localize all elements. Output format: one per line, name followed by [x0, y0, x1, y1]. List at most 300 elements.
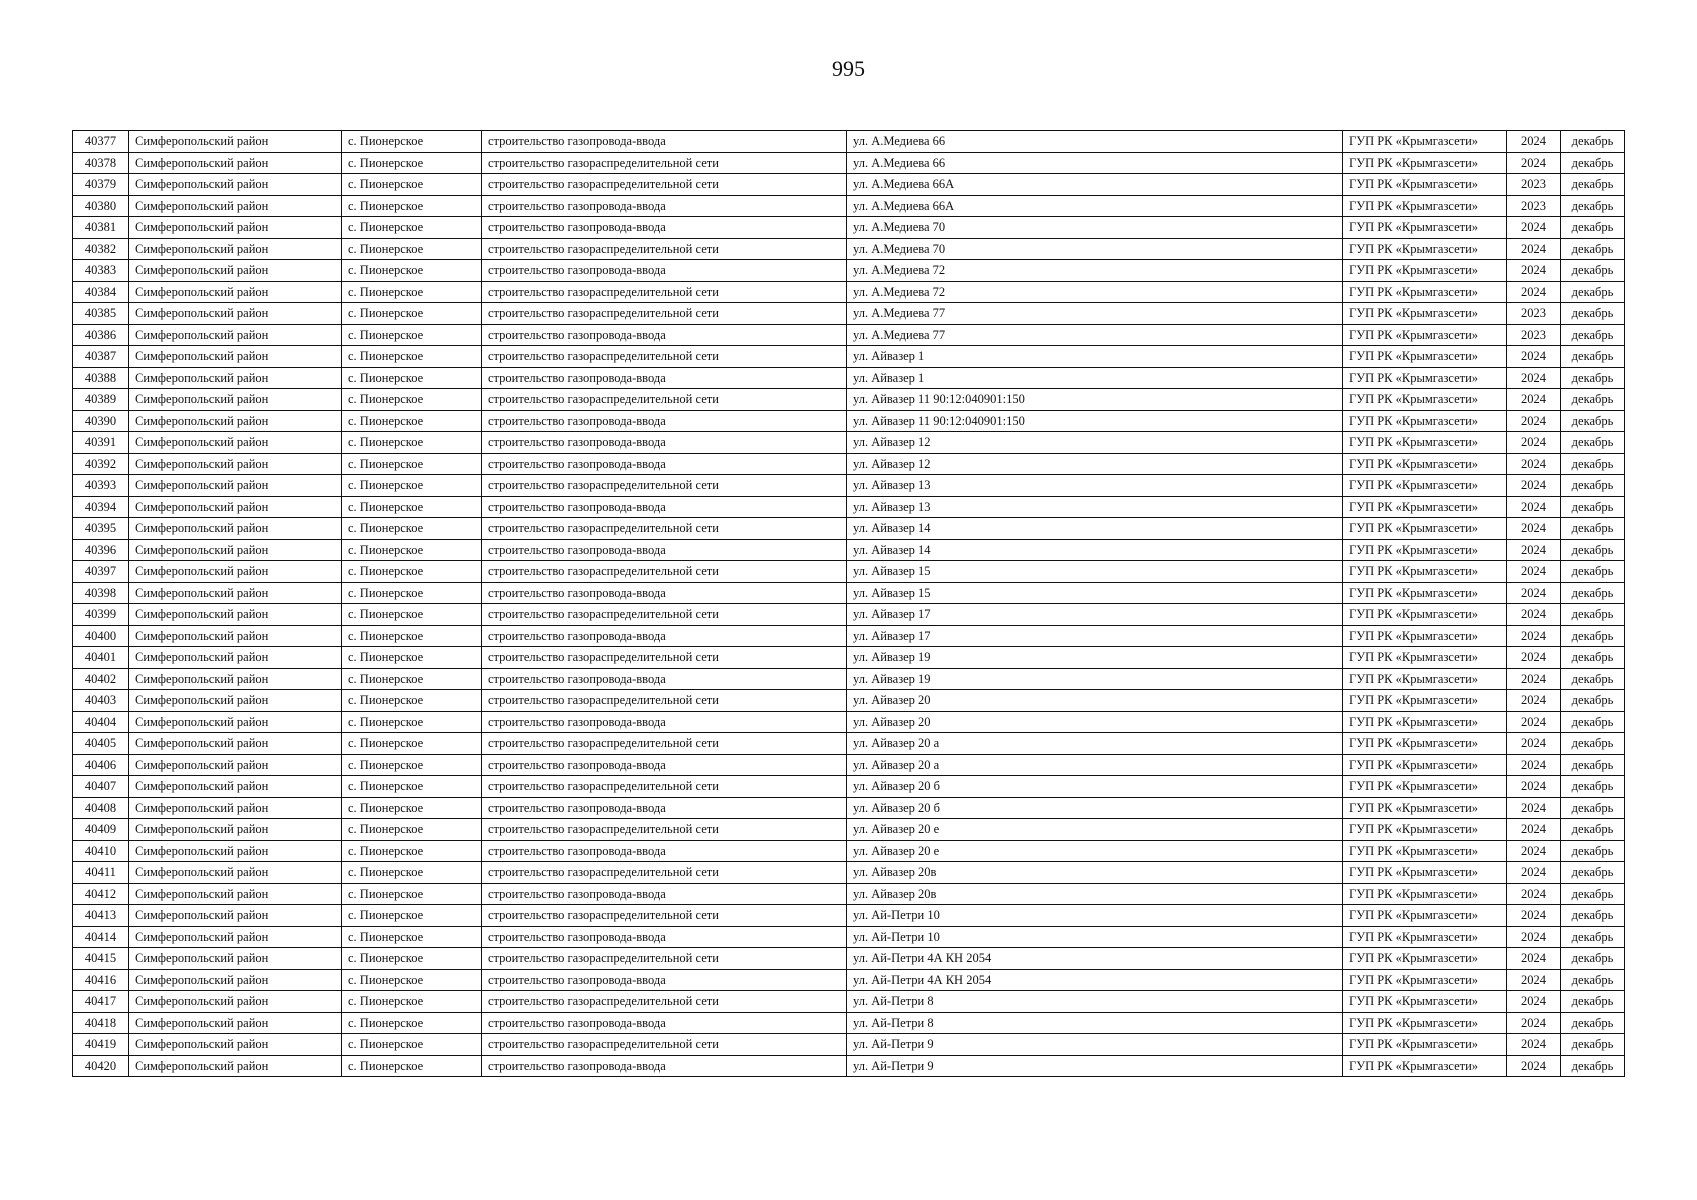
work-type-cell: строительство газопровода-ввода [482, 711, 847, 733]
address-cell: ул. Ай-Петри 4А КН 2054 [847, 948, 1343, 970]
settlement-cell: с. Пионерское [342, 883, 482, 905]
year-cell: 2024 [1507, 776, 1561, 798]
year-cell: 2024 [1507, 367, 1561, 389]
year-cell: 2024 [1507, 754, 1561, 776]
address-cell: ул. Айвазер 14 [847, 539, 1343, 561]
month-cell: декабрь [1561, 582, 1625, 604]
month-cell: декабрь [1561, 883, 1625, 905]
settlement-cell: с. Пионерское [342, 152, 482, 174]
row-number: 40386 [73, 324, 129, 346]
settlement-cell: с. Пионерское [342, 948, 482, 970]
table-row [73, 432, 1625, 454]
table-row [73, 174, 1625, 196]
month-cell: декабрь [1561, 668, 1625, 690]
work-type-cell: строительство газораспределительной сети [482, 152, 847, 174]
work-type-cell: строительство газопровода-ввода [482, 260, 847, 282]
table-row [73, 991, 1625, 1013]
month-cell: декабрь [1561, 561, 1625, 583]
year-cell: 2023 [1507, 303, 1561, 325]
month-cell: декабрь [1561, 926, 1625, 948]
table-row [73, 518, 1625, 540]
year-cell: 2024 [1507, 690, 1561, 712]
work-type-cell: строительство газопровода-ввода [482, 496, 847, 518]
work-type-cell: строительство газопровода-ввода [482, 539, 847, 561]
month-cell: декабрь [1561, 518, 1625, 540]
district-cell: Симферопольский район [129, 754, 342, 776]
address-cell: ул. Айвазер 15 [847, 561, 1343, 583]
month-cell: декабрь [1561, 862, 1625, 884]
organization-cell: ГУП РК «Крымгазсети» [1343, 1034, 1507, 1056]
settlement-cell: с. Пионерское [342, 840, 482, 862]
address-cell: ул. А.Медиева 66А [847, 174, 1343, 196]
settlement-cell: с. Пионерское [342, 389, 482, 411]
month-cell: декабрь [1561, 797, 1625, 819]
district-cell: Симферопольский район [129, 238, 342, 260]
month-cell: декабрь [1561, 969, 1625, 991]
address-cell: ул. А.Медиева 77 [847, 324, 1343, 346]
district-cell: Симферопольский район [129, 303, 342, 325]
work-type-cell: строительство газопровода-ввода [482, 797, 847, 819]
organization-cell: ГУП РК «Крымгазсети» [1343, 539, 1507, 561]
district-cell: Симферопольский район [129, 840, 342, 862]
register-body [73, 131, 1625, 1077]
settlement-cell: с. Пионерское [342, 496, 482, 518]
work-type-cell: строительство газораспределительной сети [482, 776, 847, 798]
address-cell: ул. А.Медиева 77 [847, 303, 1343, 325]
month-cell: декабрь [1561, 152, 1625, 174]
organization-cell: ГУП РК «Крымгазсети» [1343, 561, 1507, 583]
work-type-cell: строительство газораспределительной сети [482, 862, 847, 884]
month-cell: декабрь [1561, 346, 1625, 368]
row-number: 40389 [73, 389, 129, 411]
month-cell: декабрь [1561, 711, 1625, 733]
work-type-cell: строительство газораспределительной сети [482, 346, 847, 368]
year-cell: 2024 [1507, 625, 1561, 647]
district-cell: Симферопольский район [129, 819, 342, 841]
table-row [73, 1012, 1625, 1034]
month-cell: декабрь [1561, 389, 1625, 411]
month-cell: декабрь [1561, 195, 1625, 217]
work-type-cell: строительство газопровода-ввода [482, 131, 847, 153]
year-cell: 2023 [1507, 195, 1561, 217]
address-cell: ул. Айвазер 20 е [847, 840, 1343, 862]
row-number: 40387 [73, 346, 129, 368]
work-type-cell: строительство газораспределительной сети [482, 174, 847, 196]
row-number: 40401 [73, 647, 129, 669]
work-type-cell: строительство газораспределительной сети [482, 303, 847, 325]
table-row [73, 797, 1625, 819]
organization-cell: ГУП РК «Крымгазсети» [1343, 1012, 1507, 1034]
table-row [73, 539, 1625, 561]
table-row [73, 303, 1625, 325]
row-number: 40414 [73, 926, 129, 948]
year-cell: 2024 [1507, 991, 1561, 1013]
month-cell: декабрь [1561, 948, 1625, 970]
district-cell: Симферопольский район [129, 948, 342, 970]
table-row [73, 367, 1625, 389]
work-type-cell: строительство газораспределительной сети [482, 281, 847, 303]
settlement-cell: с. Пионерское [342, 303, 482, 325]
year-cell: 2024 [1507, 496, 1561, 518]
settlement-cell: с. Пионерское [342, 367, 482, 389]
row-number: 40396 [73, 539, 129, 561]
district-cell: Симферопольский район [129, 883, 342, 905]
row-number: 40403 [73, 690, 129, 712]
settlement-cell: с. Пионерское [342, 711, 482, 733]
row-number: 40392 [73, 453, 129, 475]
organization-cell: ГУП РК «Крымгазсети» [1343, 238, 1507, 260]
organization-cell: ГУП РК «Крымгазсети» [1343, 281, 1507, 303]
district-cell: Симферопольский район [129, 647, 342, 669]
address-cell: ул. Айвазер 20в [847, 883, 1343, 905]
year-cell: 2024 [1507, 410, 1561, 432]
address-cell: ул. Айвазер 19 [847, 668, 1343, 690]
table-row [73, 195, 1625, 217]
district-cell: Симферопольский район [129, 690, 342, 712]
organization-cell: ГУП РК «Крымгазсети» [1343, 668, 1507, 690]
settlement-cell: с. Пионерское [342, 690, 482, 712]
address-cell: ул. Айвазер 12 [847, 432, 1343, 454]
row-number: 40395 [73, 518, 129, 540]
table-row [73, 238, 1625, 260]
work-type-cell: строительство газопровода-ввода [482, 195, 847, 217]
year-cell: 2023 [1507, 174, 1561, 196]
work-type-cell: строительство газораспределительной сети [482, 733, 847, 755]
row-number: 40385 [73, 303, 129, 325]
table-row [73, 1055, 1625, 1077]
address-cell: ул. Айвазер 20 е [847, 819, 1343, 841]
district-cell: Симферопольский район [129, 389, 342, 411]
district-cell: Симферопольский район [129, 668, 342, 690]
settlement-cell: с. Пионерское [342, 518, 482, 540]
address-cell: ул. Ай-Петри 4А КН 2054 [847, 969, 1343, 991]
settlement-cell: с. Пионерское [342, 410, 482, 432]
table-row [73, 496, 1625, 518]
row-number: 40379 [73, 174, 129, 196]
address-cell: ул. Айвазер 17 [847, 625, 1343, 647]
address-cell: ул. Айвазер 19 [847, 647, 1343, 669]
table-row [73, 733, 1625, 755]
address-cell: ул. Айвазер 15 [847, 582, 1343, 604]
settlement-cell: с. Пионерское [342, 819, 482, 841]
row-number: 40416 [73, 969, 129, 991]
row-number: 40409 [73, 819, 129, 841]
month-cell: декабрь [1561, 776, 1625, 798]
settlement-cell: с. Пионерское [342, 647, 482, 669]
district-cell: Симферопольский район [129, 367, 342, 389]
row-number: 40377 [73, 131, 129, 153]
district-cell: Симферопольский район [129, 410, 342, 432]
address-cell: ул. Айвазер 20 [847, 690, 1343, 712]
district-cell: Симферопольский район [129, 152, 342, 174]
district-cell: Симферопольский район [129, 281, 342, 303]
year-cell: 2024 [1507, 883, 1561, 905]
work-type-cell: строительство газопровода-ввода [482, 668, 847, 690]
year-cell: 2024 [1507, 1012, 1561, 1034]
settlement-cell: с. Пионерское [342, 1012, 482, 1034]
table-row [73, 475, 1625, 497]
month-cell: декабрь [1561, 453, 1625, 475]
settlement-cell: с. Пионерское [342, 926, 482, 948]
settlement-cell: с. Пионерское [342, 668, 482, 690]
table-row [73, 819, 1625, 841]
organization-cell: ГУП РК «Крымгазсети» [1343, 410, 1507, 432]
month-cell: декабрь [1561, 1012, 1625, 1034]
row-number: 40412 [73, 883, 129, 905]
row-number: 40402 [73, 668, 129, 690]
settlement-cell: с. Пионерское [342, 776, 482, 798]
work-type-cell: строительство газораспределительной сети [482, 238, 847, 260]
year-cell: 2024 [1507, 604, 1561, 626]
district-cell: Симферопольский район [129, 905, 342, 927]
row-number: 40384 [73, 281, 129, 303]
work-type-cell: строительство газораспределительной сети [482, 905, 847, 927]
table-row [73, 969, 1625, 991]
settlement-cell: с. Пионерское [342, 260, 482, 282]
settlement-cell: с. Пионерское [342, 346, 482, 368]
organization-cell: ГУП РК «Крымгазсети» [1343, 496, 1507, 518]
row-number: 40378 [73, 152, 129, 174]
month-cell: декабрь [1561, 496, 1625, 518]
year-cell: 2024 [1507, 539, 1561, 561]
settlement-cell: с. Пионерское [342, 281, 482, 303]
organization-cell: ГУП РК «Крымгазсети» [1343, 647, 1507, 669]
organization-cell: ГУП РК «Крымгазсети» [1343, 905, 1507, 927]
work-type-cell: строительство газопровода-ввода [482, 926, 847, 948]
month-cell: декабрь [1561, 733, 1625, 755]
organization-cell: ГУП РК «Крымгазсети» [1343, 819, 1507, 841]
organization-cell: ГУП РК «Крымгазсети» [1343, 367, 1507, 389]
settlement-cell: с. Пионерское [342, 905, 482, 927]
row-number: 40411 [73, 862, 129, 884]
district-cell: Симферопольский район [129, 797, 342, 819]
table-row [73, 281, 1625, 303]
work-type-cell: строительство газопровода-ввода [482, 410, 847, 432]
month-cell: декабрь [1561, 905, 1625, 927]
year-cell: 2024 [1507, 1034, 1561, 1056]
work-type-cell: строительство газопровода-ввода [482, 883, 847, 905]
address-cell: ул. А.Медиева 72 [847, 260, 1343, 282]
address-cell: ул. Ай-Петри 8 [847, 991, 1343, 1013]
year-cell: 2024 [1507, 969, 1561, 991]
row-number: 40417 [73, 991, 129, 1013]
organization-cell: ГУП РК «Крымгазсети» [1343, 711, 1507, 733]
table-row [73, 604, 1625, 626]
settlement-cell: с. Пионерское [342, 174, 482, 196]
work-type-cell: строительство газопровода-ввода [482, 432, 847, 454]
table-row [73, 260, 1625, 282]
row-number: 40404 [73, 711, 129, 733]
table-row [73, 1034, 1625, 1056]
address-cell: ул. А.Медиева 66 [847, 131, 1343, 153]
work-type-cell: строительство газораспределительной сети [482, 561, 847, 583]
row-number: 40399 [73, 604, 129, 626]
month-cell: декабрь [1561, 604, 1625, 626]
month-cell: декабрь [1561, 1034, 1625, 1056]
table-row [73, 131, 1625, 153]
district-cell: Симферопольский район [129, 195, 342, 217]
organization-cell: ГУП РК «Крымгазсети» [1343, 991, 1507, 1013]
table-row [73, 625, 1625, 647]
organization-cell: ГУП РК «Крымгазсети» [1343, 926, 1507, 948]
district-cell: Симферопольский район [129, 496, 342, 518]
organization-cell: ГУП РК «Крымгазсети» [1343, 475, 1507, 497]
work-type-cell: строительство газораспределительной сети [482, 389, 847, 411]
year-cell: 2024 [1507, 647, 1561, 669]
year-cell: 2024 [1507, 862, 1561, 884]
month-cell: декабрь [1561, 819, 1625, 841]
organization-cell: ГУП РК «Крымгазсети» [1343, 453, 1507, 475]
organization-cell: ГУП РК «Крымгазсети» [1343, 217, 1507, 239]
month-cell: декабрь [1561, 625, 1625, 647]
table-row [73, 948, 1625, 970]
work-type-cell: строительство газопровода-ввода [482, 217, 847, 239]
district-cell: Симферопольский район [129, 453, 342, 475]
row-number: 40408 [73, 797, 129, 819]
address-cell: ул. Айвазер 13 [847, 496, 1343, 518]
year-cell: 2024 [1507, 926, 1561, 948]
organization-cell: ГУП РК «Крымгазсети» [1343, 432, 1507, 454]
row-number: 40388 [73, 367, 129, 389]
table-row [73, 690, 1625, 712]
row-number: 40413 [73, 905, 129, 927]
row-number: 40420 [73, 1055, 129, 1077]
district-cell: Симферопольский район [129, 260, 342, 282]
row-number: 40397 [73, 561, 129, 583]
month-cell: декабрь [1561, 260, 1625, 282]
organization-cell: ГУП РК «Крымгазсети» [1343, 260, 1507, 282]
row-number: 40398 [73, 582, 129, 604]
district-cell: Симферопольский район [129, 1055, 342, 1077]
table-row [73, 582, 1625, 604]
address-cell: ул. Айвазер 11 90:12:040901:150 [847, 389, 1343, 411]
address-cell: ул. Айвазер 20 [847, 711, 1343, 733]
table-row [73, 905, 1625, 927]
organization-cell: ГУП РК «Крымгазсети» [1343, 582, 1507, 604]
district-cell: Симферопольский район [129, 776, 342, 798]
district-cell: Симферопольский район [129, 432, 342, 454]
month-cell: декабрь [1561, 539, 1625, 561]
month-cell: декабрь [1561, 324, 1625, 346]
address-cell: ул. Айвазер 12 [847, 453, 1343, 475]
row-number: 40394 [73, 496, 129, 518]
year-cell: 2024 [1507, 668, 1561, 690]
settlement-cell: с. Пионерское [342, 604, 482, 626]
settlement-cell: с. Пионерское [342, 1055, 482, 1077]
work-type-cell: строительство газопровода-ввода [482, 625, 847, 647]
district-cell: Симферопольский район [129, 733, 342, 755]
organization-cell: ГУП РК «Крымгазсети» [1343, 604, 1507, 626]
settlement-cell: с. Пионерское [342, 195, 482, 217]
settlement-cell: с. Пионерское [342, 324, 482, 346]
year-cell: 2024 [1507, 346, 1561, 368]
year-cell: 2024 [1507, 819, 1561, 841]
month-cell: декабрь [1561, 754, 1625, 776]
address-cell: ул. Айвазер 20 б [847, 776, 1343, 798]
address-cell: ул. Ай-Петри 10 [847, 926, 1343, 948]
settlement-cell: с. Пионерское [342, 432, 482, 454]
organization-cell: ГУП РК «Крымгазсети» [1343, 690, 1507, 712]
organization-cell: ГУП РК «Крымгазсети» [1343, 969, 1507, 991]
table-row [73, 754, 1625, 776]
month-cell: декабрь [1561, 1055, 1625, 1077]
year-cell: 2024 [1507, 518, 1561, 540]
year-cell: 2024 [1507, 152, 1561, 174]
settlement-cell: с. Пионерское [342, 625, 482, 647]
row-number: 40419 [73, 1034, 129, 1056]
settlement-cell: с. Пионерское [342, 991, 482, 1013]
work-type-cell: строительство газопровода-ввода [482, 1012, 847, 1034]
settlement-cell: с. Пионерское [342, 475, 482, 497]
year-cell: 2024 [1507, 432, 1561, 454]
organization-cell: ГУП РК «Крымгазсети» [1343, 625, 1507, 647]
district-cell: Симферопольский район [129, 539, 342, 561]
year-cell: 2024 [1507, 453, 1561, 475]
year-cell: 2024 [1507, 131, 1561, 153]
work-type-cell: строительство газораспределительной сети [482, 518, 847, 540]
row-number: 40418 [73, 1012, 129, 1034]
work-type-cell: строительство газопровода-ввода [482, 840, 847, 862]
settlement-cell: с. Пионерское [342, 539, 482, 561]
work-type-cell: строительство газопровода-ввода [482, 582, 847, 604]
year-cell: 2024 [1507, 797, 1561, 819]
table-row [73, 883, 1625, 905]
organization-cell: ГУП РК «Крымгазсети» [1343, 131, 1507, 153]
district-cell: Симферопольский район [129, 346, 342, 368]
address-cell: ул. Айвазер 20 б [847, 797, 1343, 819]
table-row [73, 152, 1625, 174]
table-row [73, 561, 1625, 583]
organization-cell: ГУП РК «Крымгазсети» [1343, 303, 1507, 325]
row-number: 40393 [73, 475, 129, 497]
settlement-cell: с. Пионерское [342, 797, 482, 819]
address-cell: ул. Ай-Петри 9 [847, 1034, 1343, 1056]
month-cell: декабрь [1561, 174, 1625, 196]
district-cell: Симферопольский район [129, 582, 342, 604]
district-cell: Симферопольский район [129, 174, 342, 196]
address-cell: ул. Ай-Петри 8 [847, 1012, 1343, 1034]
address-cell: ул. Айвазер 20 а [847, 733, 1343, 755]
row-number: 40400 [73, 625, 129, 647]
organization-cell: ГУП РК «Крымгазсети» [1343, 195, 1507, 217]
year-cell: 2024 [1507, 733, 1561, 755]
district-cell: Симферопольский район [129, 561, 342, 583]
organization-cell: ГУП РК «Крымгазсети» [1343, 324, 1507, 346]
district-cell: Симферопольский район [129, 324, 342, 346]
settlement-cell: с. Пионерское [342, 969, 482, 991]
settlement-cell: с. Пионерское [342, 1034, 482, 1056]
row-number: 40415 [73, 948, 129, 970]
organization-cell: ГУП РК «Крымгазсети» [1343, 733, 1507, 755]
table-row [73, 389, 1625, 411]
district-cell: Симферопольский район [129, 625, 342, 647]
month-cell: декабрь [1561, 410, 1625, 432]
settlement-cell: с. Пионерское [342, 453, 482, 475]
district-cell: Симферопольский район [129, 862, 342, 884]
settlement-cell: с. Пионерское [342, 131, 482, 153]
table-row [73, 776, 1625, 798]
work-type-cell: строительство газопровода-ввода [482, 367, 847, 389]
row-number: 40390 [73, 410, 129, 432]
settlement-cell: с. Пионерское [342, 217, 482, 239]
organization-cell: ГУП РК «Крымгазсети» [1343, 883, 1507, 905]
year-cell: 2024 [1507, 238, 1561, 260]
organization-cell: ГУП РК «Крымгазсети» [1343, 797, 1507, 819]
district-cell: Симферопольский район [129, 217, 342, 239]
settlement-cell: с. Пионерское [342, 561, 482, 583]
row-number: 40380 [73, 195, 129, 217]
row-number: 40382 [73, 238, 129, 260]
